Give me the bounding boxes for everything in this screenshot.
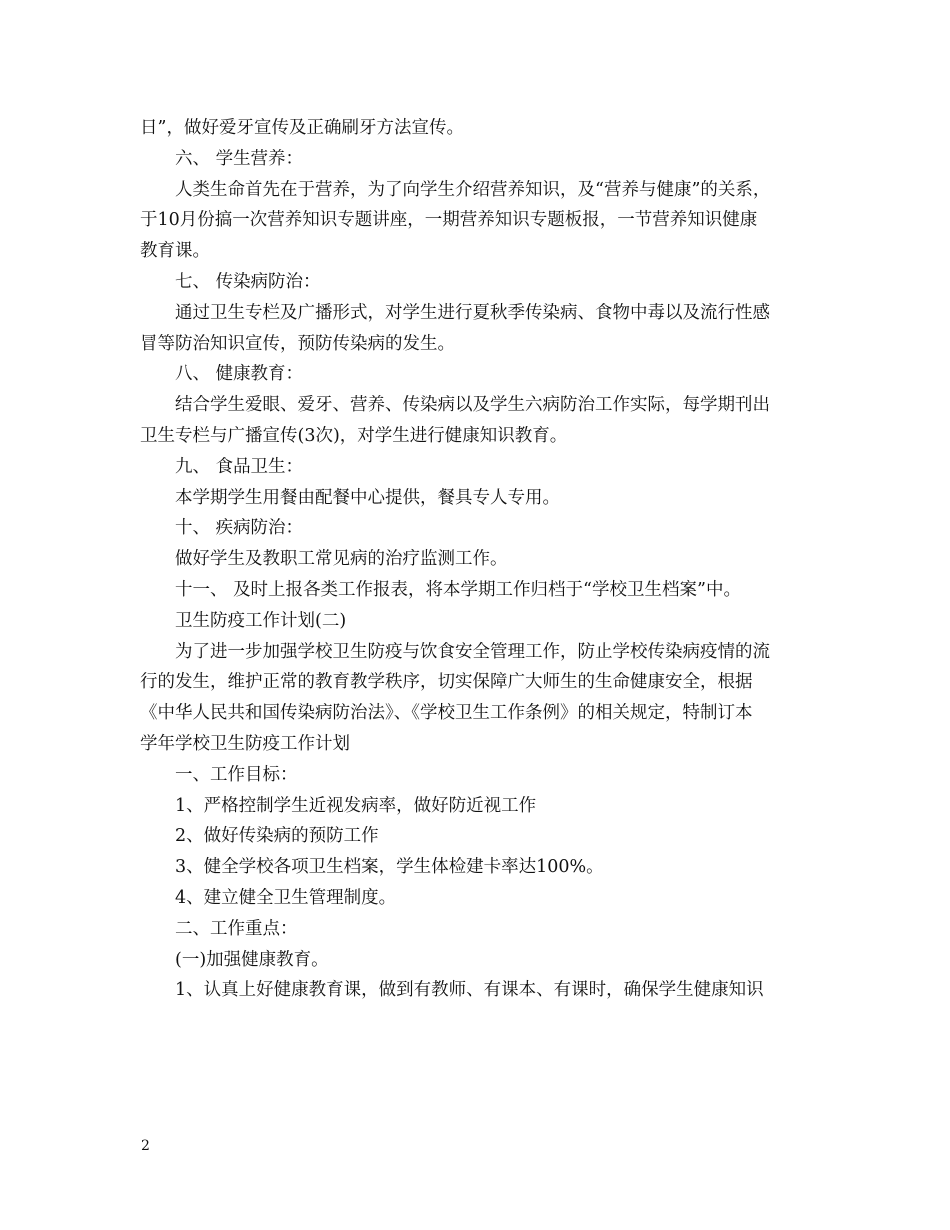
- paragraph-line: 二、工作重点：: [175, 918, 298, 939]
- paragraph-line: 《中华人民共和国传染病防治法》、《学校卫生工作条例》的相关规定，特制订本: [140, 703, 753, 724]
- paragraph-line: 3、健全学校各项卫生档案，学生体检建卡率达100%。: [175, 857, 604, 878]
- paragraph-line: 十、 疾病防治：: [175, 518, 304, 539]
- paragraph-line: 做好学生及教职工常见病的治疗监测工作。: [175, 549, 508, 570]
- paragraph-line: 通过卫生专栏及广播形式，对学生进行夏秋季传染病、食物中毒以及流行性感: [175, 302, 770, 323]
- paragraph-line: 教育课。: [140, 241, 210, 262]
- paragraph-line: 4、建立健全卫生管理制度。: [175, 887, 397, 908]
- paragraph-line: 八、 健康教育：: [175, 364, 304, 385]
- paragraph-line: 卫生防疫工作计划(二): [175, 610, 347, 631]
- paragraph-line: 2、做好传染病的预防工作: [175, 826, 379, 847]
- paragraph-line: 1、严格控制学生近视发病率，做好防近视工作: [175, 795, 537, 816]
- paragraph-line: 六、 学生营养：: [175, 148, 304, 169]
- document-body: [140, 113, 830, 1006]
- paragraph-line: 日”，做好爱牙宣传及正确刷牙方法宣传。: [140, 118, 464, 138]
- paragraph-line: 七、 传染病防治：: [175, 271, 321, 292]
- paragraph-line: 十一、 及时上报各类工作报表，将本学期工作归档于“学校卫生档案”中。: [175, 579, 741, 600]
- paragraph-line: 学年学校卫生防疫工作计划: [140, 733, 350, 754]
- paragraph-line: 卫生专栏与广播宣传(3次)，对学生进行健康知识教育。: [140, 425, 568, 446]
- paragraph-line: 人类生命首先在于营养，为了向学生介绍营养知识，及“营养与健康”的关系，: [175, 179, 771, 200]
- paragraph-line: 结合学生爱眼、爱牙、营养、传染病以及学生六病防治工作实际，每学期刊出: [175, 395, 770, 416]
- paragraph-line: 冒等防治知识宣传，预防传染病的发生。: [140, 333, 455, 354]
- paragraph-line: 九、 食品卫生：: [175, 456, 304, 477]
- paragraph-line: 一、工作目标：: [175, 764, 298, 785]
- paragraph-line: 于10月份搞一次营养知识专题讲座，一期营养知识专题板报，一节营养知识健康: [140, 210, 758, 231]
- paragraph-line: 为了进一步加强学校卫生防疫与饮食安全管理工作，防止学校传染病疫情的流: [175, 641, 770, 662]
- paragraph-line: 1、认真上好健康教育课，做到有教师、有课本、有课时，确保学生健康知识: [175, 980, 764, 1001]
- paragraph-line: (一)加强健康教育。: [175, 949, 329, 970]
- paragraph-line: 行的发生，维护正常的教育教学秩序，切实保障广大师生的生命健康安全，根据: [140, 672, 753, 693]
- paragraph-line: 本学期学生用餐由配餐中心提供，餐具专人专用。: [175, 487, 560, 508]
- page-number: 2: [141, 1138, 150, 1154]
